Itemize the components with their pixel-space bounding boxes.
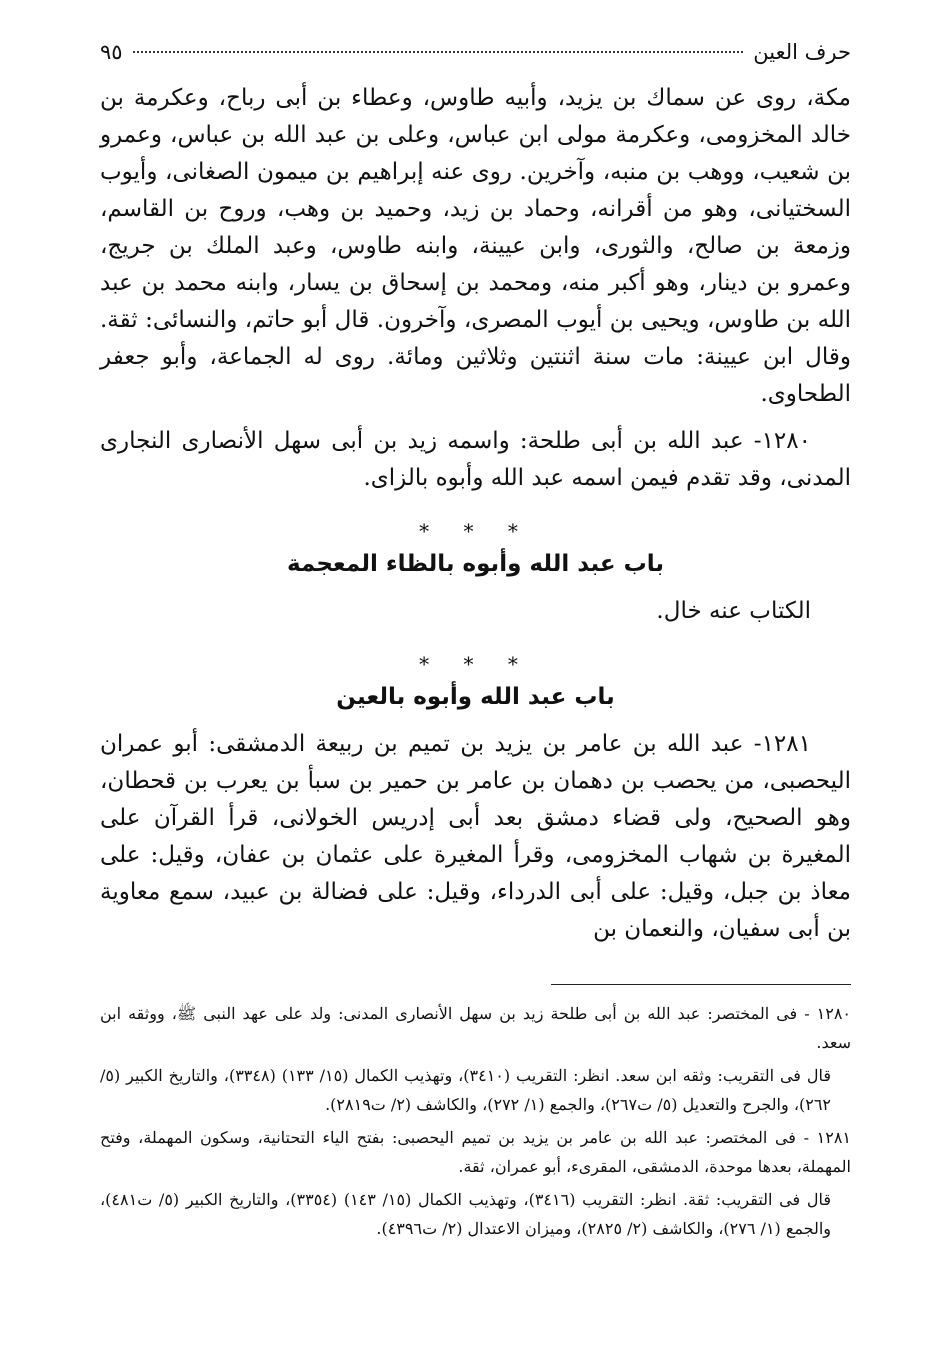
footnote-1280: ١٢٨٠ - فى المختصر: عبد الله بن أبى طلحة زيد بن سهل الأنصارى المدنى: ولد على عهد النبى ﷺ، ووثقه ابن سعد. bbox=[100, 1004, 851, 1052]
chapter-heading-zaa: باب عبد الله وأبوه بالظاء المعجمة bbox=[286, 551, 665, 577]
entry-1281: ١٢٨١- عبد الله بن عامر بن يزيد بن تميم بن ربيعة الدمشقى: أبو عمران اليحصبى، من يحصب بن دهمان بن عامر بن حمير بن سبأ بن يعرب بن قحطان، وهو الصحيح، ولى قضاء دمشق بعد أبى إدريس الخولانى، قرأ القرآن على المغيرة بن شهاب المخزومى، وقرأ المغيرة على عثمان بن عفان، وقيل: على معاذ بن جبل، وقيل: على أبى الدرداء، وقيل: على فضالة بن عبيد، سمع معاوية بن أبى سفيان، والنعمان بن bbox=[100, 731, 851, 942]
footnote-1281: ١٢٨١ - فى المختصر: عبد الله بن عامر بن يزيد بن تميم اليحصبى: بفتح الياء التحتانية، وسكون المهملة، وفتح المهملة، بعدها موحدة، الدمشقى، المقرىء، أبو عمران، ثقة. bbox=[100, 1128, 851, 1176]
chapter-note: الكتاب عنه خال. bbox=[656, 598, 811, 624]
chapter-heading-ayn: باب عبد الله وأبوه بالعين bbox=[336, 684, 615, 710]
running-title: حرف العين bbox=[753, 40, 851, 64]
section-separator: * * * bbox=[419, 519, 532, 543]
dotted-leader bbox=[133, 51, 744, 53]
footnote-1281-sources: قال فى التقريب: ثقة. انظر: التقريب (٣٤١٦)، وتهذيب الكمال (١٥/ ١٤٣) (٣٣٥٤)، والتاريخ الكبير (٥/ ت٤٨١)، والجمع (١/ ٢٧٦)، والكاشف (٢/ ٢٨٢٥)، وميزان الاعتدال (٢/ ت٤٣٩٦). bbox=[100, 1190, 831, 1238]
section-separator: * * * bbox=[419, 652, 532, 676]
continued-entry-text: مكة، روى عن سماك بن يزيد، وأبيه طاوس، وعطاء بن أبى رباح، وعكرمة بن خالد المخزومى، وعكرمة مولى ابن عباس، وعلى بن عبد الله بن عباس، وعمرو بن شعيب، ووهب بن منبه، وآخرين. روى عنه إبراهيم بن ميمون الصغانى، وأيوب السختيانى، وهو من أقرانه، وحماد بن زيد، وحميد بن وهب، وروح بن القاسم، وزمعة بن صالح، والثورى، وابن عيينة، وابنه طاوس، وعبد الملك بن جريج، وعمرو بن دينار، وهو أكبر منه، ومحمد بن إسحاق بن يسار، وابنه محمد بن عبد الله بن طاوس، ويحيى بن أيوب المصرى، وآخرون. قال أبو حاتم، والنسائى: ثقة. وقال ابن عيينة: مات سنة اثنتين وثلاثين ومائة. روى له الجماعة، وأبو جعفر الطحاوى. bbox=[100, 85, 851, 407]
page-number: ٩٥ bbox=[100, 40, 123, 64]
footnotes bbox=[100, 999, 851, 1243]
footnote-divider bbox=[551, 984, 851, 985]
page-header bbox=[100, 40, 851, 80]
footnote-1280-sources: قال فى التقريب: وثقه ابن سعد. انظر: التقريب (٣٤١٠)، وتهذيب الكمال (١٥/ ١٣٣) (٣٣٤٨)، والتاريخ الكبير (٥/ ٢٦٢)، والجرح والتعديل (٥/ ت٢٦٧)، والجمع (١/ ٢٧٢)، والكاشف (٢/ ت٢٨١٩). bbox=[100, 1066, 831, 1114]
entry-1280: ١٢٨٠- عبد الله بن أبى طلحة: واسمه زيد بن أبى سهل الأنصارى النجارى المدنى، وقد تقدم فيمن اسمه عبد الله وأبوه بالزاى. bbox=[100, 428, 851, 491]
